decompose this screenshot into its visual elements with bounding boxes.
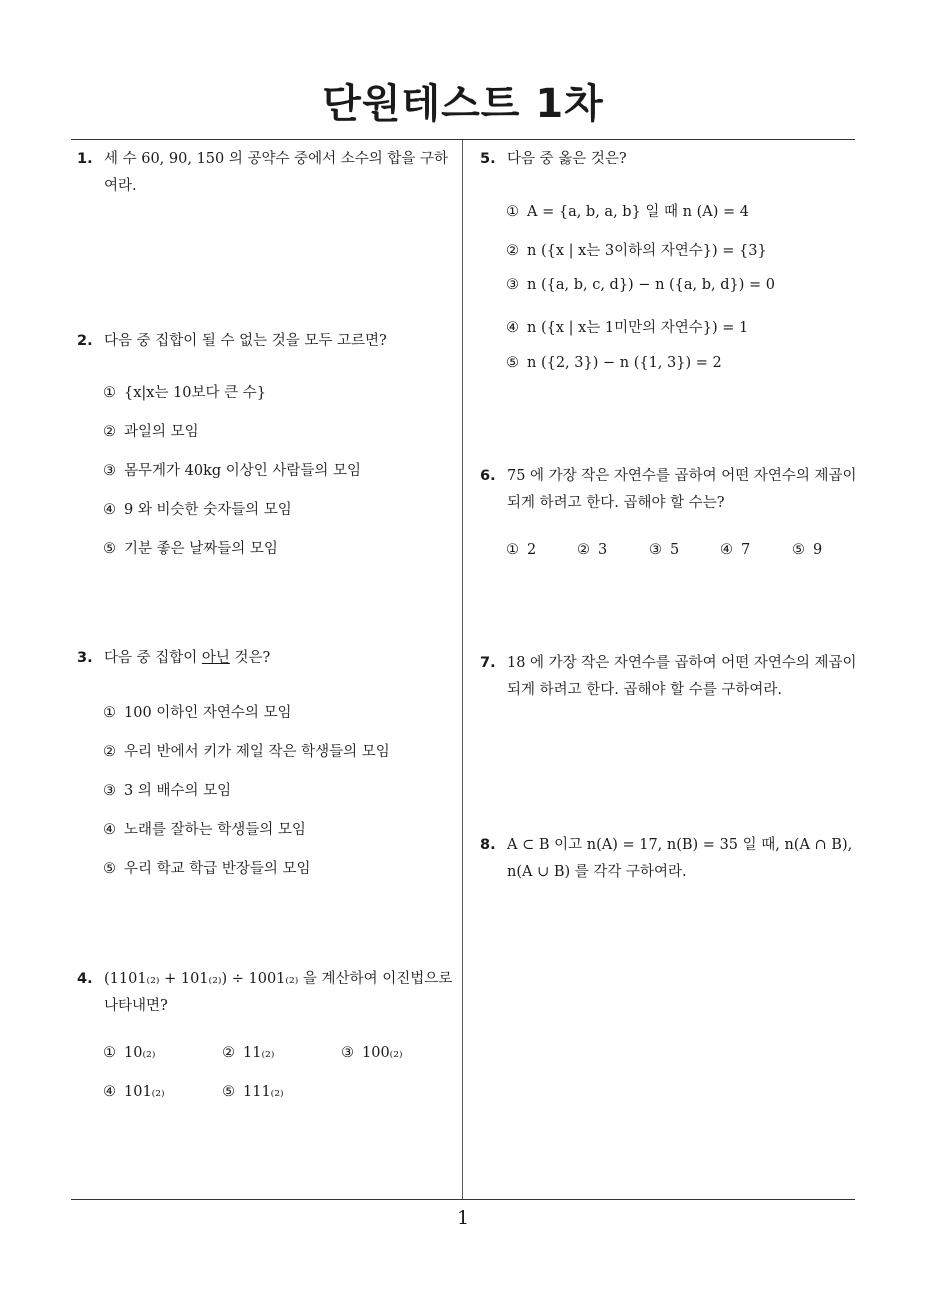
question-6: [480, 463, 862, 517]
question-text: 것은?: [229, 650, 271, 666]
option[interactable]: [103, 381, 266, 402]
question-number: 8.: [480, 837, 496, 853]
option-number: ①: [506, 542, 519, 558]
option-text: {x|x는 10보다 큰 수}: [124, 385, 267, 401]
option-number: ③: [506, 277, 519, 293]
option[interactable]: [649, 542, 679, 558]
option-text: n ({2, 3}) − n ({1, 3}) = 2: [527, 355, 722, 371]
option-text: n ({x | x는 1미만의 자연수}) = 1: [527, 320, 749, 336]
option[interactable]: [341, 1045, 403, 1061]
option-number: ⑤: [103, 861, 116, 877]
option-text: 3 의 배수의 모임: [124, 783, 232, 799]
question-number: 2.: [77, 333, 93, 349]
option[interactable]: [222, 1045, 274, 1061]
option-text: n ({a, b, c, d}) − n ({a, b, d}) = 0: [527, 277, 776, 293]
option-text: 3: [598, 542, 608, 558]
option-text: n ({x | x는 3이하의 자연수}) = {3}: [527, 243, 767, 259]
question-4: [77, 966, 457, 1020]
option-text: 100₍₂₎: [362, 1045, 403, 1061]
option-number: ②: [222, 1045, 235, 1061]
option-text: 10₍₂₎: [124, 1045, 156, 1061]
option[interactable]: [103, 1084, 165, 1100]
option-text: A = {a, b, a, b} 일 때 n (A) = 4: [527, 204, 749, 220]
option-text: 9 와 비슷한 숫자들의 모임: [124, 502, 292, 518]
option[interactable]: [506, 200, 749, 221]
option-text: 100 이하인 자연수의 모임: [124, 705, 292, 721]
option-text: 우리 반에서 키가 제일 작은 학생들의 모임: [124, 744, 390, 760]
option-text: 2: [527, 542, 537, 558]
option-number: ②: [506, 243, 519, 259]
question-text-emphasis: 아닌: [201, 650, 230, 666]
option-number: ③: [103, 783, 116, 799]
question-text: (1101₍₂₎ + 101₍₂₎) ÷ 1001₍₂₎ 을 계산하여 이진법으로 나타내면?: [104, 971, 453, 1014]
question-number: 5.: [480, 151, 496, 167]
question-3: [77, 645, 457, 672]
option[interactable]: [506, 239, 767, 260]
option[interactable]: [792, 542, 822, 558]
question-text: 다음 중 집합이: [104, 650, 202, 666]
question-text: 18 에 가장 작은 자연수를 곱하여 어떤 자연수의 제곱이 되게 하려고 한다. 곱해야 할 수를 구하여라.: [507, 655, 857, 698]
option[interactable]: [103, 459, 361, 480]
question-text: 다음 중 옳은 것은?: [507, 151, 627, 167]
question-5: [480, 146, 860, 173]
option-text: 기분 좋은 날짜들의 모임: [124, 541, 278, 557]
option-number: ①: [103, 705, 116, 721]
question-number: 3.: [77, 650, 93, 666]
top-rule: [71, 139, 855, 140]
option-number: ⑤: [222, 1084, 235, 1100]
option-text: 노래를 잘하는 학생들의 모임: [124, 822, 306, 838]
option-number: ④: [103, 822, 116, 838]
option[interactable]: [103, 701, 292, 722]
question-8: [480, 832, 862, 886]
option-text: 7: [741, 542, 751, 558]
option-text: 9: [813, 542, 823, 558]
option-number: ④: [720, 542, 733, 558]
option-text: 몸무게가 40kg 이상인 사람들의 모임: [124, 463, 362, 479]
option-number: ①: [103, 385, 116, 401]
option-number: ⑤: [103, 541, 116, 557]
option-number: ②: [103, 424, 116, 440]
bottom-rule: [71, 1199, 855, 1200]
option-text: 5: [670, 542, 680, 558]
option[interactable]: [720, 542, 750, 558]
option[interactable]: [506, 277, 775, 293]
question-number: 7.: [480, 655, 496, 671]
option-number: ③: [341, 1045, 354, 1061]
option[interactable]: [506, 542, 536, 558]
option[interactable]: [577, 542, 607, 558]
option[interactable]: [222, 1084, 284, 1100]
question-text: A ⊂ B 이고 n(A) = 17, n(B) = 35 일 때, n(A ∩ B), n(A ∪ B) 를 각각 구하여라.: [507, 837, 853, 880]
column-divider: [462, 140, 463, 1200]
option-number: ⑤: [506, 355, 519, 371]
option-text: 과일의 모임: [124, 424, 199, 440]
option-number: ④: [103, 1084, 116, 1100]
option-number: ③: [649, 542, 662, 558]
option-number: ④: [506, 320, 519, 336]
option[interactable]: [103, 420, 199, 441]
option[interactable]: [103, 857, 311, 878]
option[interactable]: [103, 818, 306, 839]
option[interactable]: [103, 779, 231, 800]
option[interactable]: [506, 355, 722, 371]
option[interactable]: [506, 316, 748, 337]
option[interactable]: [103, 498, 292, 519]
question-7: [480, 650, 862, 704]
option-number: ⑤: [792, 542, 805, 558]
question-number: 4.: [77, 971, 93, 987]
option[interactable]: [103, 537, 278, 558]
question-text: 75 에 가장 작은 자연수를 곱하여 어떤 자연수의 제곱이 되게 하려고 한다. 곱해야 할 수는?: [507, 468, 857, 511]
question-number: 6.: [480, 468, 496, 484]
option-number: ②: [577, 542, 590, 558]
question-2: [77, 328, 457, 355]
option-number: ①: [506, 204, 519, 220]
option-text: 우리 학교 학급 반장들의 모임: [124, 861, 311, 877]
option-number: ②: [103, 744, 116, 760]
option-number: ④: [103, 502, 116, 518]
page-title: 단원테스트 1차: [322, 81, 604, 127]
option-number: ①: [103, 1045, 116, 1061]
option-text: 11₍₂₎: [243, 1045, 275, 1061]
option-text: 101₍₂₎: [124, 1084, 165, 1100]
option-number: ③: [103, 463, 116, 479]
page-number: 1: [456, 1207, 470, 1229]
question-text: 세 수 60, 90, 150 의 공약수 중에서 소수의 합을 구하여라.: [104, 151, 448, 194]
option[interactable]: [103, 740, 390, 761]
option[interactable]: [103, 1045, 155, 1061]
option-text: 111₍₂₎: [243, 1084, 284, 1100]
question-number: 1.: [77, 151, 93, 167]
question-text: 다음 중 집합이 될 수 없는 것을 모두 고르면?: [104, 333, 387, 349]
question-1: [77, 146, 457, 200]
